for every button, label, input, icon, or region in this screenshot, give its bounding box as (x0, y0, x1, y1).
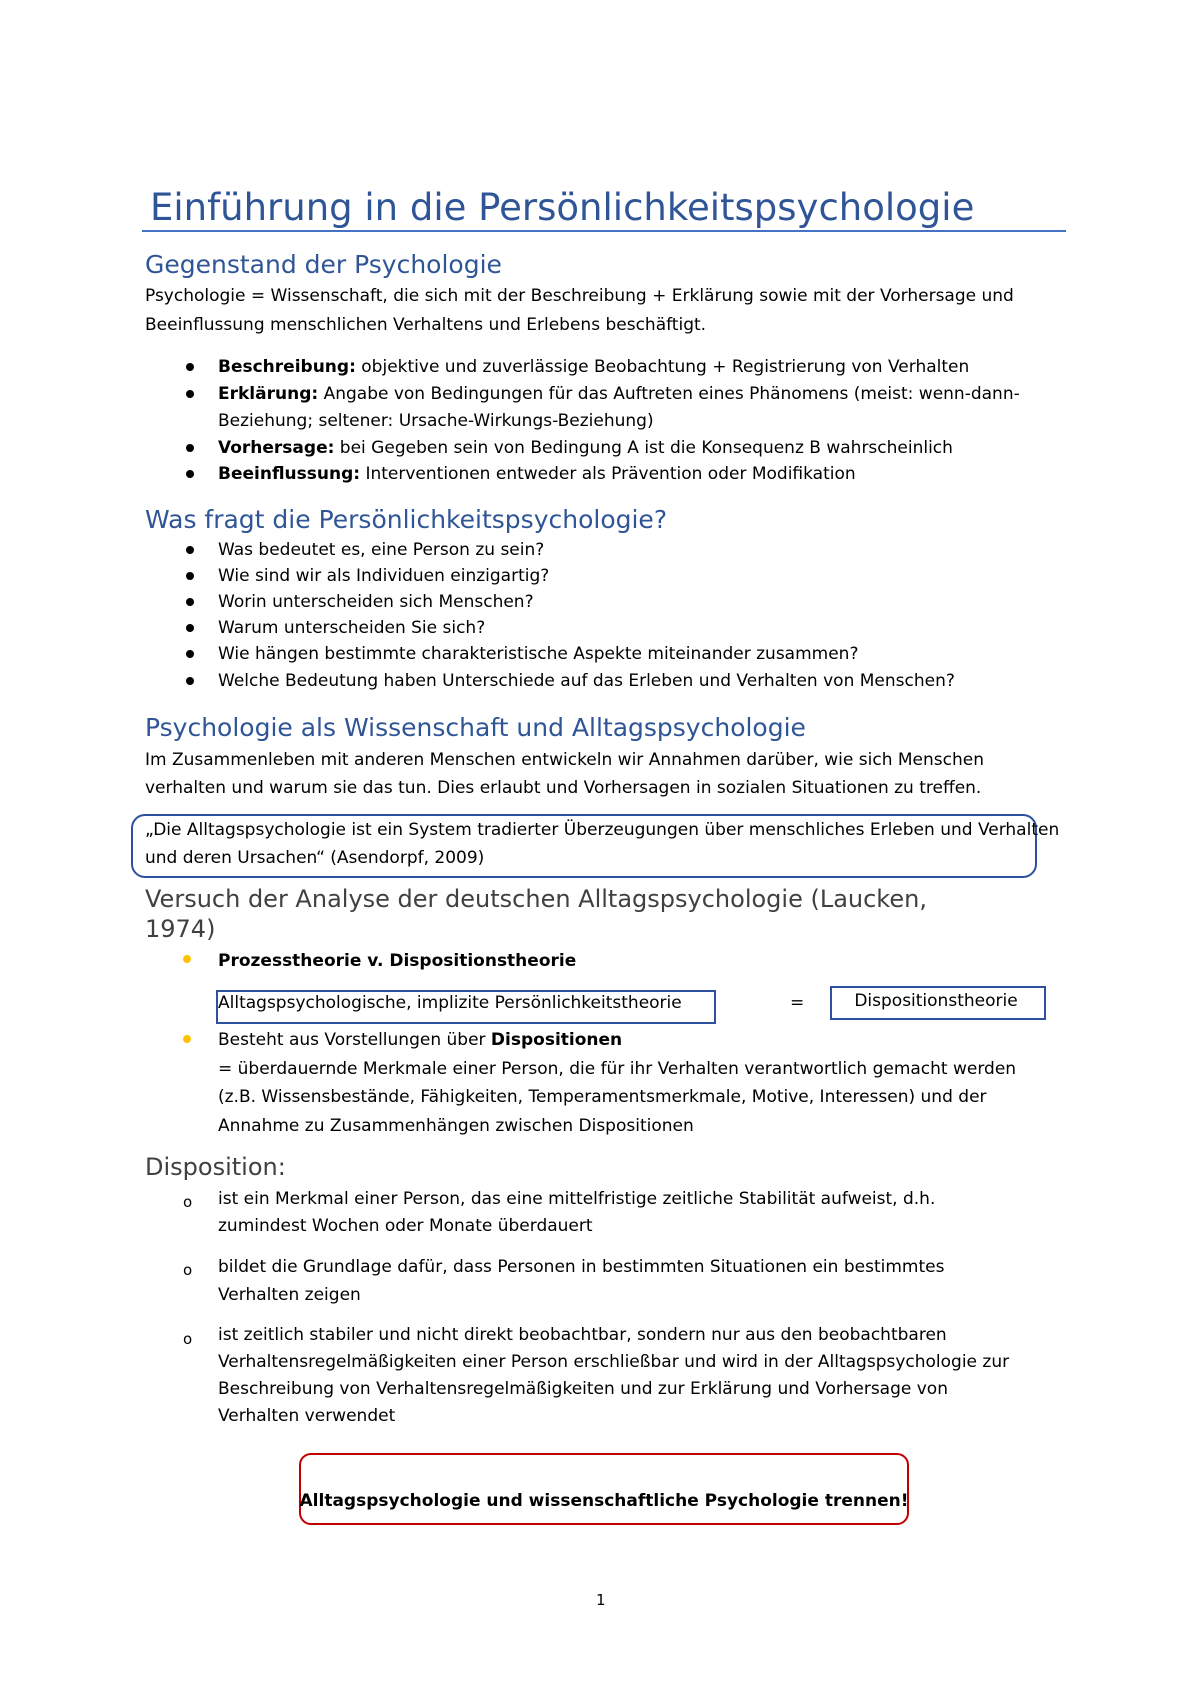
quote-line: „Die Alltagspsychologie ist ein System tradierter Überzeugungen über menschliches Erleben und Verhalten (145, 820, 1060, 840)
list-item-continuation: zumindest Wochen oder Monate überdauert (218, 1216, 593, 1236)
list-item: ist zeitlich stabiler und nicht direkt beobachtbar, sondern nur aus den beobachtbaren (218, 1325, 947, 1345)
heading-versuch-der-analyse: Versuch der Analyse der deutschen Alltagspsychologie (Laucken, (145, 885, 927, 913)
outline-bullet: o (183, 1193, 193, 1211)
quote-line: und deren Ursachen“ (Asendorpf, 2009) (145, 848, 485, 868)
list-item-continuation: Annahme zu Zusammenhängen zwischen Dispositionen (218, 1116, 694, 1136)
bullet-dot (186, 677, 194, 685)
bullet-dot (186, 546, 194, 554)
list-item: Wie sind wir als Individuen einzigartig? (218, 566, 550, 586)
list-item: Prozesstheorie v. Dispositionstheorie (218, 951, 577, 971)
outline-bullet: o (183, 1330, 193, 1348)
list-item: ist ein Merkmal einer Person, das eine mittelfristige zeitliche Stabilität aufweist, d.h. (218, 1189, 936, 1209)
list-item: Erklärung: Angabe von Bedingungen für das Auftreten eines Phänomens (meist: wenn-dann- (218, 384, 1020, 404)
bullet-dot (186, 390, 194, 398)
list-item-continuation: Verhalten verwendet (218, 1406, 396, 1426)
list-item: bildet die Grundlage dafür, dass Personen in bestimmten Situationen ein bestimmtes (218, 1257, 945, 1277)
paragraph-line: Beeinflussung menschlichen Verhaltens und Erlebens beschäftigt. (145, 315, 707, 335)
bullet-dot (183, 955, 191, 963)
list-item-continuation: = überdauernde Merkmale einer Person, die für ihr Verhalten verantwortlich gemacht werden (218, 1059, 1017, 1079)
bullet-dot (186, 444, 194, 452)
outline-bullet: o (183, 1261, 193, 1279)
document-title: Einführung in die Persönlichkeitspsychologie (150, 186, 975, 229)
bullet-dot (186, 650, 194, 658)
heading-was-fragt: Was fragt die Persönlichkeitspsychologie? (145, 505, 668, 534)
bullet-dot (186, 624, 194, 632)
heading-gegenstand: Gegenstand der Psychologie (145, 250, 502, 279)
list-item-continuation: Beschreibung von Verhaltensregelmäßigkeiten und zur Erklärung und Vorhersage von (218, 1379, 948, 1399)
list-item-continuation: (z.B. Wissensbestände, Fähigkeiten, Temperamentsmerkmale, Motive, Interessen) und der (218, 1087, 987, 1107)
paragraph-line: verhalten und warum sie das tun. Dies erlaubt und Vorhersagen in sozialen Situationen zu treffen. (145, 778, 982, 798)
implicit-theory-label: Alltagspsychologische, implizite Persönlichkeitstheorie (218, 993, 682, 1013)
bullet-dot (186, 572, 194, 580)
list-item: Warum unterscheiden Sie sich? (218, 618, 486, 638)
bullet-dot (183, 1035, 191, 1043)
list-item-continuation: Verhaltensregelmäßigkeiten einer Person erschließbar und wird in der Alltagspsychologie zur (218, 1352, 1010, 1372)
page-number: 1 (596, 1591, 606, 1609)
equals-sign: = (790, 993, 805, 1013)
heading-psychologie-als-wissenschaft: Psychologie als Wissenschaft und Alltagspsychologie (145, 713, 806, 742)
title-underline (142, 230, 1066, 232)
list-item-continuation: Verhalten zeigen (218, 1285, 361, 1305)
paragraph-line: Im Zusammenleben mit anderen Menschen entwickeln wir Annahmen darüber, wie sich Menschen (145, 750, 984, 770)
bullet-dot (186, 598, 194, 606)
bullet-dot (186, 363, 194, 371)
heading-versuch-der-analyse-cont: 1974) (145, 915, 216, 943)
disposition-theory-label: Dispositionstheorie (854, 991, 1018, 1011)
list-item: Beeinflussung: Interventionen entweder als Prävention oder Modifikation (218, 464, 856, 484)
list-item: Was bedeutet es, eine Person zu sein? (218, 540, 545, 560)
list-item: Worin unterscheiden sich Menschen? (218, 592, 534, 612)
paragraph-line: Psychologie = Wissenschaft, die sich mit der Beschreibung + Erklärung sowie mit der Vorhersage und (145, 286, 1014, 306)
list-item: Welche Bedeutung haben Unterschiede auf das Erleben und Verhalten von Menschen? (218, 671, 955, 691)
list-item: Wie hängen bestimmte charakteristische Aspekte miteinander zusammen? (218, 644, 859, 664)
list-item: Beschreibung: objektive und zuverlässige Beobachtung + Registrierung von Verhalten (218, 357, 970, 377)
list-item: Vorhersage: bei Gegeben sein von Bedingung A ist die Konsequenz B wahrscheinlich (218, 438, 953, 458)
list-item: Besteht aus Vorstellungen über Dispositionen (218, 1030, 623, 1050)
list-item-continuation: Beziehung; seltener: Ursache-Wirkungs-Beziehung) (218, 411, 654, 431)
callout-text: Alltagspsychologie und wissenschaftliche Psychologie trennen! (299, 1491, 909, 1511)
heading-disposition: Disposition: (145, 1153, 286, 1181)
bullet-dot (186, 470, 194, 478)
